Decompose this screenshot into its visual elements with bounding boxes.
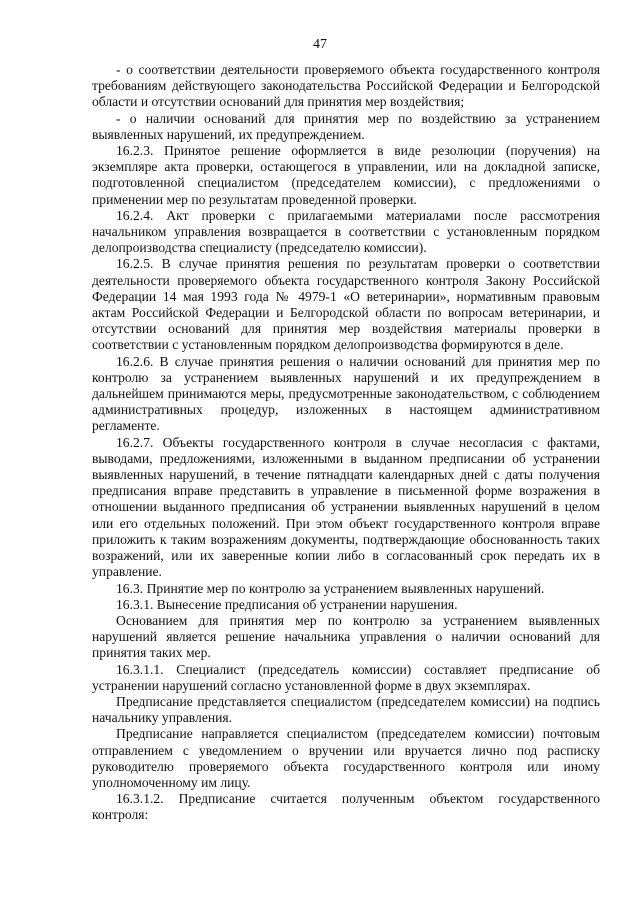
- paragraph-11: 16.3.1.1. Специалист (председатель комиссии) составляет предписание об устранении нарушений согласно установленной форме в двух экземплярах.: [92, 661, 600, 693]
- paragraph-12: Предписание представляется специалистом (председателем комиссии) на подпись начальнику управления.: [92, 693, 600, 726]
- paragraph-14: 16.3.1.2. Предписание считается полученным объектом государственного контроля:: [92, 791, 600, 823]
- page-number: 47: [313, 37, 327, 52]
- paragraph-2: - о наличии оснований для принятия мер по воздействию за устранением выявленных нарушений, их предупреждением.: [92, 110, 600, 142]
- document-body: [92, 62, 600, 824]
- paragraph-10: Основанием для принятия мер по контролю за устранением выявленных нарушений является решение начальника управления о наличии оснований для принятия таких мер.: [92, 612, 600, 661]
- paragraph-9: 16.3.1. Вынесение предписания об устранении нарушения.: [116, 596, 458, 612]
- paragraph-5: 16.2.5. В случае принятия решения по результатам проверки о соответствии деятельности проверяемого объекта государственного контроля Закону Российской Федерации 14 мая 1993 года № 4979-1 «О ветеринарии», нормативным правовым актам Российской Федерации и Белгородской области по вопросам ветеринарии, и отсутствии оснований для принятия мер воздействия материалы проверки в соответствии с установленным порядком делопроизводства формируются в деле.: [92, 256, 600, 353]
- paragraph-8: 16.3. Принятие мер по контролю за устранением выявленных нарушений.: [116, 580, 545, 596]
- paragraph-3: 16.2.3. Принятое решение оформляется в виде резолюции (поручения) на экземпляре акта проверки, остающегося в управлении, или на докладной записке, подготовленной специалистом (председателем комиссии), с предложениями о применении мер по результатам проведенной проверки.: [92, 143, 600, 207]
- paragraph-1: - о соответствии деятельности проверяемого объекта государственного контроля требованиям действующего законодательства Российской Федерации и Белгородской области и отсутствии оснований для принятия мер воздействия;: [92, 62, 600, 110]
- paragraph-7: 16.2.7. Объекты государственного контроля в случае несогласия с фактами, выводами, предложениями, изложенными в выданном предписании об устранении выявленных нарушений, в течение пятнадцати календарных дней с даты получения предписания вправе представить в управление в письменной форме возражения в отношении выданного предписания об устранении выявленных нарушений в целом или его отдельных положений. При этом объект государственного контроля вправе приложить к таким возражениям документы, подтверждающие обоснованность таких возражений, или их заверенные копии либо в согласованный срок передать их в управление.: [92, 434, 600, 580]
- paragraph-6: 16.2.6. В случае принятия решения о наличии оснований для принятия мер по контролю за устранением выявленных нарушений и их предупреждением в дальнейшем принимаются меры, предусмотренные законодательством, с соблюдением административных процедур, изложенных в настоящем административном регламенте.: [92, 353, 600, 434]
- paragraph-4: 16.2.4. Акт проверки с прилагаемыми материалами после рассмотрения начальником управления возвращается в соответствии с установленным порядком делопроизводства специалисту (председателю комиссии).: [92, 207, 600, 256]
- paragraph-13: Предписание направляется специалистом (председателем комиссии) почтовым отправлением с уведомлением о вручении или вручается лично под расписку руководителю проверяемого объекта государственного контроля или иному уполномоченному им лицу.: [92, 726, 600, 790]
